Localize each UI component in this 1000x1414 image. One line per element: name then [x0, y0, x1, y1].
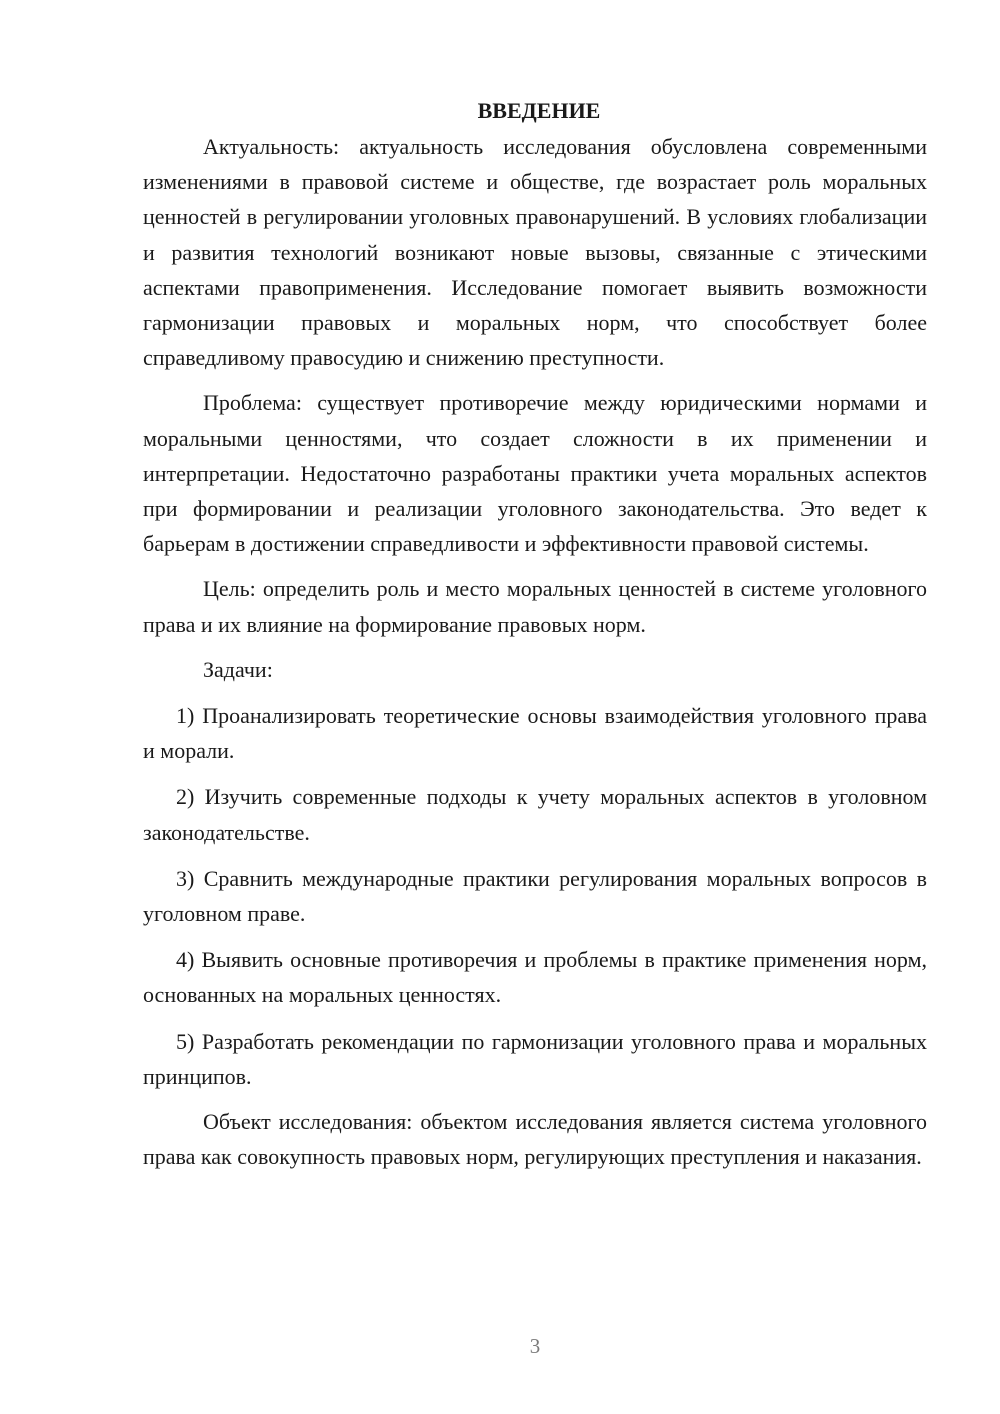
tasks-heading: Задачи:	[203, 656, 273, 682]
paragraph-object: Объект исследования: объектом исследования является система уголовного права как совокупность правовых норм, регулирующих преступления и наказания.	[143, 1109, 927, 1170]
task-item: 2) Изучить современные подходы к учету моральных аспектов в уголовном законодательстве.	[143, 784, 927, 845]
paragraph-problem: Проблема: существует противоречие между юридическими нормами и моральными ценностями, что создает сложности в их применении и интерпретации. Недостаточно разработаны практики учета моральных аспектов при формировании и реализации уголовного законодательства. Это ведет к барьерам в достижении справедливости и эффективности правовой системы.	[143, 390, 927, 557]
task-item: 4) Выявить основные противоречия и проблемы в практике применения норм, основанных на моральных ценностях.	[143, 947, 927, 1008]
page-content	[143, 93, 927, 1174]
paragraph-relevance: Актуальность: актуальность исследования обусловлена современными изменениями в правовой системе и обществе, где возрастает роль моральных ценностей в регулировании уголовных правонарушений. В условиях глобализации и развития технологий возникают новые вызовы, связанные с этическими аспектами правоприменения. Исследование помогает выявить возможности гармонизации правовых и моральных норм, что способствует более справедливому правосудию и снижению преступности.	[143, 134, 927, 371]
task-item: 5) Разработать рекомендации по гармонизации уголовного права и моральных принципов.	[143, 1028, 927, 1089]
task-item: 1) Проанализировать теоретические основы взаимодействия уголовного права и морали.	[143, 703, 927, 764]
task-item: 3) Сравнить международные практики регулирования моральных вопросов в уголовном праве.	[143, 865, 927, 927]
paragraph-goal: Цель: определить роль и место моральных ценностей в системе уголовного права и их влияние на формирование правовых норм.	[143, 576, 927, 637]
section-title: ВВЕДЕНИЕ	[477, 98, 601, 123]
page-number: 3	[529, 1334, 541, 1358]
